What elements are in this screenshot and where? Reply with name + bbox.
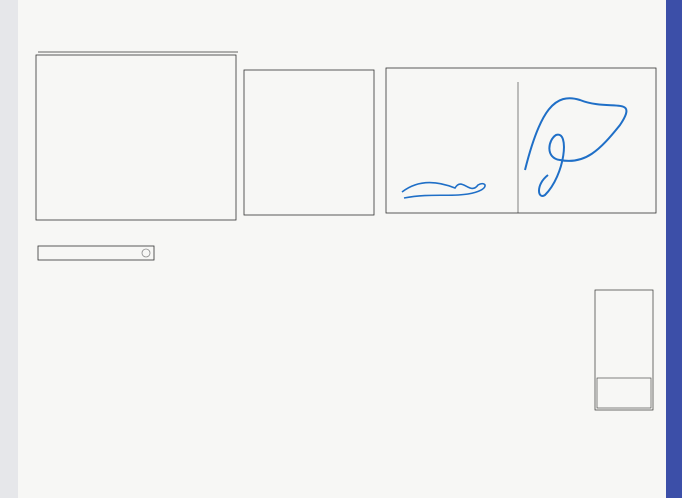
window-edge (666, 0, 682, 498)
paper (18, 0, 666, 498)
left-margin (0, 0, 18, 498)
